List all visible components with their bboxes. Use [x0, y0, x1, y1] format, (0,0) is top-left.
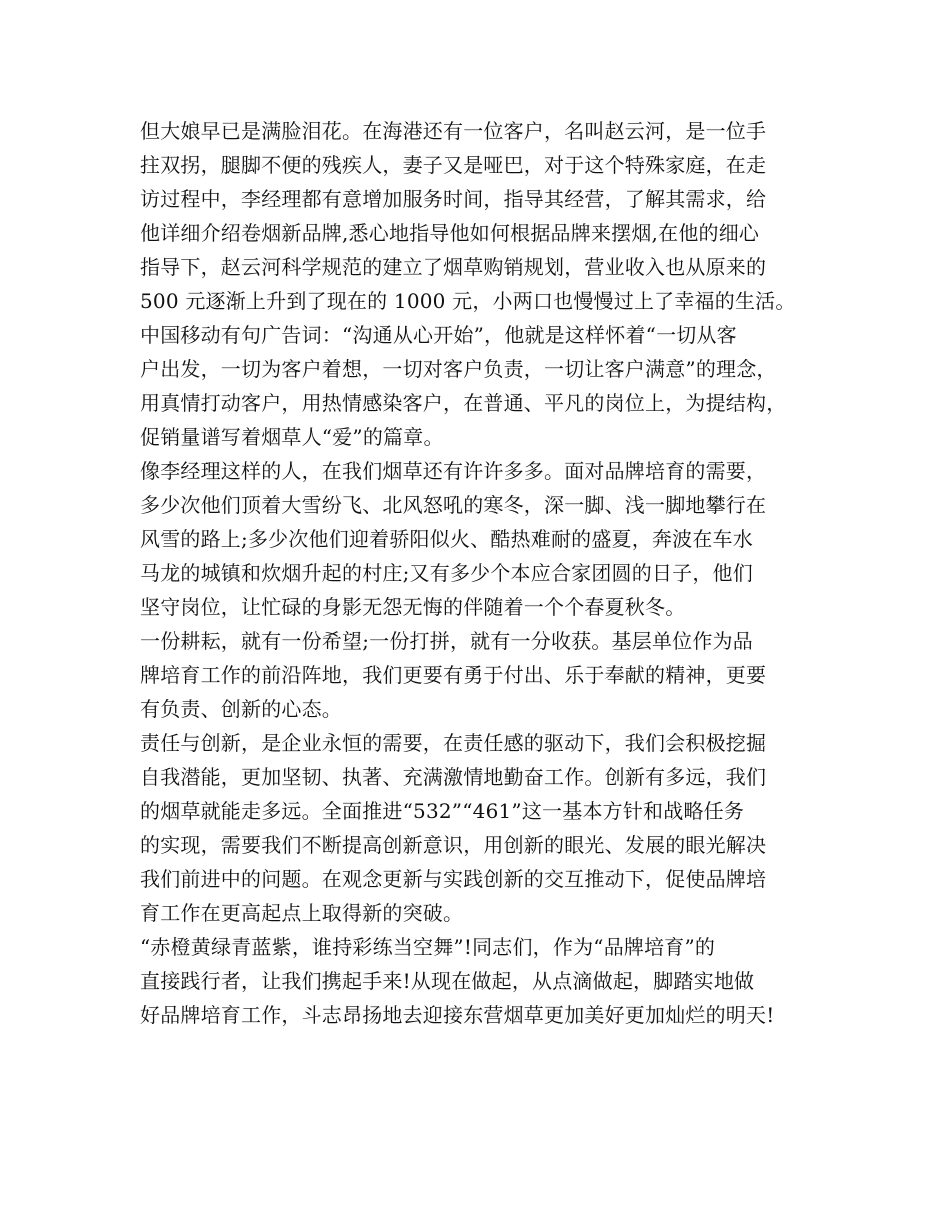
text-line: 的实现，需要我们不断提高创新意识，用创新的眼光、发展的眼光解决	[140, 833, 767, 857]
text-line: 我们前进中的问题。在观念更新与实践创新的交互推动下，促使品牌培	[140, 867, 767, 891]
text-line: 好品牌培育工作，斗志昂扬地去迎接东营烟草更加美好更加灿烂的明天!	[140, 1003, 775, 1027]
text-line: 户出发，一切为客户着想，一切对客户负责，一切让客户满意”的理念，	[140, 357, 777, 381]
text-line: 500 元逐渐上升到了现在的 1000 元，小两口也慢慢过上了幸福的生活。	[140, 289, 796, 313]
document-body	[140, 114, 830, 1032]
text-line: 像李经理这样的人，在我们烟草还有许许多多。面对品牌培育的需要，	[140, 459, 767, 483]
text-line: “赤橙黄绿青蓝紫，谁持彩练当空舞”!同志们，作为“品牌培育”的	[140, 935, 716, 959]
text-line: 拄双拐，腿脚不便的残疾人，妻子又是哑巴，对于这个特殊家庭，在走	[140, 153, 767, 177]
text-line: 的烟草就能走多远。全面推进“532”“461”这一基本方针和战略任务	[140, 799, 745, 823]
text-line: 责任与创新，是企业永恒的需要，在责任感的驱动下，我们会积极挖掘	[140, 731, 767, 755]
text-line: 指导下，赵云河科学规范的建立了烟草购销规划，营业收入也从原来的	[140, 255, 767, 279]
text-line: 直接践行者，让我们携起手来!从现在做起，从点滴做起，脚踏实地做	[140, 969, 755, 993]
text-line: 风雪的路上;多少次他们迎着骄阳似火、酷热难耐的盛夏，奔波在车水	[140, 527, 753, 551]
text-line: 马龙的城镇和炊烟升起的村庄;又有多少个本应合家团圆的日子，他们	[140, 561, 753, 585]
text-line: 一份耕耘，就有一份希望;一份打拼，就有一分收获。基层单位作为品	[140, 629, 753, 653]
text-line: 但大娘早已是满脸泪花。在海港还有一位客户，名叫赵云河，是一位手	[140, 119, 767, 143]
text-line: 多少次他们顶着大雪纷飞、北风怒吼的寒冬，深一脚、浅一脚地攀行在	[140, 493, 767, 517]
text-line: 他详细介绍卷烟新品牌,悉心地指导他如何根据品牌来摆烟,在他的细心	[140, 221, 760, 245]
text-line: 中国移动有句广告词：“沟通从心开始”，他就是这样怀着“一切从客	[140, 323, 737, 347]
text-line: 访过程中，李经理都有意增加服务时间，指导其经营，了解其需求，给	[140, 187, 767, 211]
text-line: 育工作在更高起点上取得新的突破。	[140, 901, 464, 925]
text-line: 自我潜能，更加坚韧、执著、充满激情地勤奋工作。创新有多远，我们	[140, 765, 767, 789]
text-line: 用真情打动客户，用热情感染客户，在普通、平凡的岗位上，为提结构，	[140, 391, 787, 415]
text-line: 促销量谱写着烟草人“爱”的篇章。	[140, 425, 444, 449]
text-line: 有负责、创新的心态。	[140, 697, 342, 721]
text-line: 坚守岗位，让忙碌的身影无怨无悔的伴随着一个个春夏秋冬。	[140, 595, 686, 619]
text-line: 牌培育工作的前沿阵地，我们更要有勇于付出、乐于奉献的精神，更要	[140, 663, 767, 687]
